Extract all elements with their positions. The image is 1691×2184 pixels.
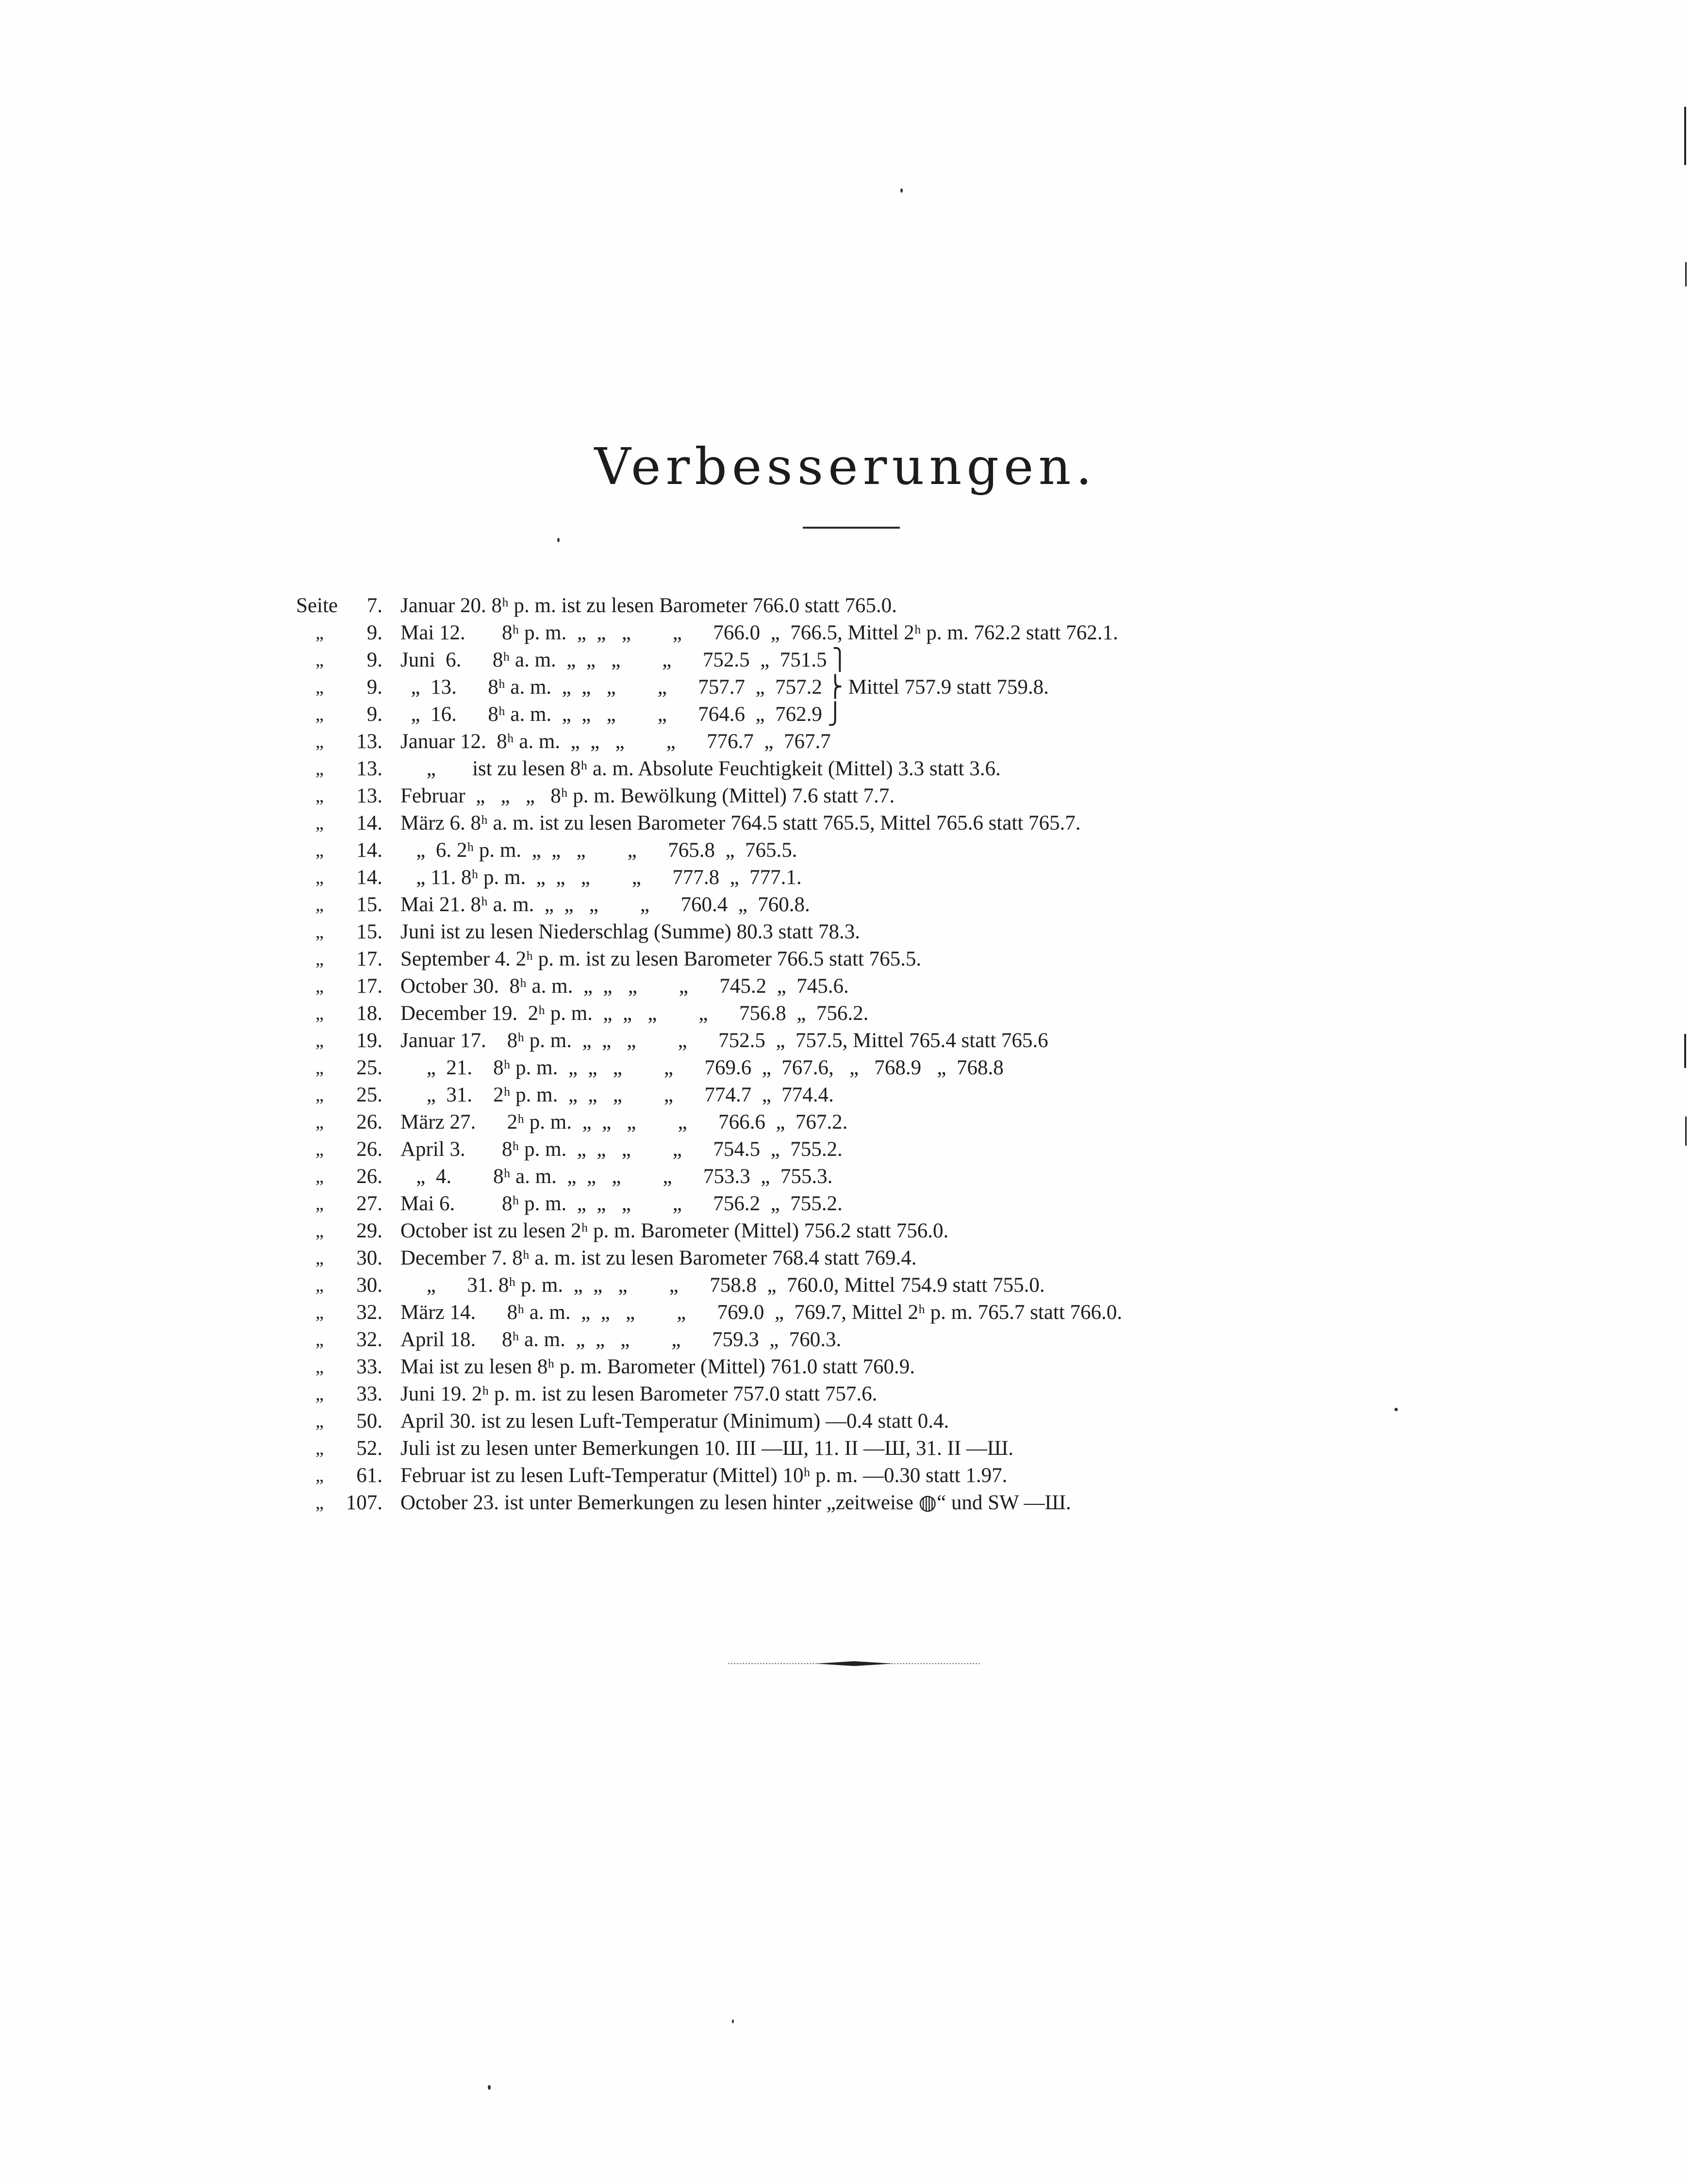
correction-row xyxy=(296,1353,1461,1381)
page-number: 25. xyxy=(356,1084,382,1106)
scan-edge-mark xyxy=(1685,1117,1687,1146)
ditto-mark: „ xyxy=(315,1384,324,1404)
page-number: 19. xyxy=(356,1029,382,1052)
correction-text: October 30. 8ʰ a. m. „ „ „ „ 745.2 „ 745.6. xyxy=(400,975,849,998)
correction-row xyxy=(296,1326,1461,1353)
ditto-mark: „ xyxy=(315,1139,324,1160)
correction-row xyxy=(296,1245,1461,1272)
page-number: 14. xyxy=(356,812,382,834)
correction-text: März 6. 8ʰ a. m. ist zu lesen Barometer 764.5 statt 765.5, Mittel 765.6 statt 765.7. xyxy=(400,812,1081,834)
correction-text: „ 4. 8ʰ a. m. „ „ „ „ 753.3 „ 755.3. xyxy=(400,1165,833,1188)
ditto-mark: „ xyxy=(315,1466,324,1486)
page-number: 14. xyxy=(356,839,382,862)
ditto-mark: „ xyxy=(315,732,324,752)
correction-text: März 27. 2ʰ p. m. „ „ „ „ 766.6 „ 767.2. xyxy=(400,1111,848,1134)
page-number: 15. xyxy=(356,920,382,943)
correction-text: September 4. 2ʰ p. m. ist zu lesen Barometer 766.5 statt 765.5. xyxy=(400,948,922,970)
correction-row xyxy=(296,1381,1461,1408)
page-number: 14. xyxy=(356,866,382,889)
correction-row xyxy=(296,810,1461,837)
page-number: 107. xyxy=(346,1491,382,1514)
correction-text: „ 21. 8ʰ p. m. „ „ „ „ 769.6 „ 767.6, „ 768.9 „ 768.8 xyxy=(400,1056,1004,1079)
correction-text: „ 16. 8ʰ a. m. „ „ „ „ 764.6 „ 762.9 ⎭ xyxy=(400,703,843,726)
correction-row xyxy=(296,1136,1461,1163)
ditto-mark: „ xyxy=(315,1357,324,1377)
correction-text: Januar 17. 8ʰ p. m. „ „ „ „ 752.5 „ 757.5, Mittel 765.4 statt 765.6 xyxy=(400,1029,1048,1052)
ditto-mark: „ xyxy=(315,759,324,779)
correction-text: „ 6. 2ʰ p. m. „ „ „ „ 765.8 „ 765.5. xyxy=(400,839,797,862)
ditto-mark: „ xyxy=(315,1411,324,1432)
page-number: 30. xyxy=(356,1247,382,1269)
correction-text: Mai ist zu lesen 8ʰ p. m. Barometer (Mittel) 761.0 statt 760.9. xyxy=(400,1355,915,1378)
page-number: 13. xyxy=(356,784,382,807)
correction-row xyxy=(296,946,1461,973)
scan-speck xyxy=(557,538,560,542)
page-number: 27. xyxy=(356,1192,382,1215)
page-number: 25. xyxy=(356,1056,382,1079)
correction-row xyxy=(296,1054,1461,1082)
correction-row xyxy=(296,592,1461,619)
ditto-mark: „ xyxy=(315,867,324,888)
page-number: 9. xyxy=(366,676,382,699)
ditto-mark: „ xyxy=(315,650,324,670)
correction-text: Januar 12. 8ʰ a. m. „ „ „ „ 776.7 „ 767.7 xyxy=(400,730,831,753)
correction-text: „ 11. 8ʰ p. m. „ „ „ „ 777.8 „ 777.1. xyxy=(400,866,802,889)
ditto-mark: „ xyxy=(315,677,324,698)
correction-text: Februar ist zu lesen Luft-Temperatur (Mittel) 10ʰ p. m. —0.30 statt 1.97. xyxy=(400,1464,1008,1487)
correction-text: Mai 6. 8ʰ p. m. „ „ „ „ 756.2 „ 755.2. xyxy=(400,1192,843,1215)
correction-text: Juni 19. 2ʰ p. m. ist zu lesen Barometer 757.0 statt 757.6. xyxy=(400,1383,878,1405)
ditto-mark: „ xyxy=(315,1112,324,1133)
ditto-mark: „ xyxy=(315,786,324,806)
ditto-mark: „ xyxy=(315,1031,324,1051)
correction-row xyxy=(296,1190,1461,1217)
correction-text: „ 31. 8ʰ p. m. „ „ „ „ 758.8 „ 760.0, Mittel 754.9 statt 755.0. xyxy=(400,1274,1045,1297)
page-number: 30. xyxy=(356,1274,382,1297)
correction-text: Mai 21. 8ʰ a. m. „ „ „ „ 760.4 „ 760.8. xyxy=(400,893,810,916)
correction-row xyxy=(296,1082,1461,1109)
page-number: 9. xyxy=(366,703,382,726)
ditto-mark: „ xyxy=(315,1330,324,1350)
ditto-mark: „ xyxy=(315,1167,324,1187)
ditto-mark: „ xyxy=(315,704,324,725)
end-ornament xyxy=(728,1660,980,1667)
correction-text: December 7. 8ʰ a. m. ist zu lesen Barometer 768.4 statt 769.4. xyxy=(400,1247,917,1269)
ditto-mark: „ xyxy=(315,949,324,969)
correction-text: Februar „ „ „ 8ʰ p. m. Bewölkung (Mittel) 7.6 statt 7.7. xyxy=(400,784,895,807)
page-number: 32. xyxy=(356,1301,382,1324)
scan-speck xyxy=(1394,1408,1398,1411)
page-number: 50. xyxy=(356,1410,382,1433)
page-title: Verbesserungen. xyxy=(594,437,1097,496)
ditto-mark: „ xyxy=(315,1058,324,1078)
correction-row xyxy=(296,1163,1461,1190)
page-number: 61. xyxy=(356,1464,382,1487)
page-number: 13. xyxy=(356,730,382,753)
correction-row xyxy=(296,891,1461,918)
correction-row xyxy=(296,647,1461,674)
correction-row xyxy=(296,783,1461,810)
correction-text: April 3. 8ʰ p. m. „ „ „ „ 754.5 „ 755.2. xyxy=(400,1138,843,1161)
page-number: 26. xyxy=(356,1138,382,1161)
corrections-list xyxy=(296,592,1461,1517)
page-number: 9. xyxy=(366,621,382,644)
ditto-mark: „ xyxy=(315,1003,324,1024)
correction-text: „ 31. 2ʰ p. m. „ „ „ „ 774.7 „ 774.4. xyxy=(400,1084,834,1106)
correction-text: October 23. ist unter Bemerkungen zu lesen hinter „zeitweise ◍“ und SW —Ш. xyxy=(400,1491,1071,1514)
page-number: 26. xyxy=(356,1165,382,1188)
correction-text: Juli ist zu lesen unter Bemerkungen 10. III —Ш, 11. II —Ш, 31. II —Ш. xyxy=(400,1437,1014,1460)
ditto-mark: „ xyxy=(315,1085,324,1105)
ditto-mark: „ xyxy=(315,895,324,915)
page-number: 17. xyxy=(356,948,382,970)
ditto-mark: „ xyxy=(315,1221,324,1241)
correction-row xyxy=(296,1109,1461,1136)
ditto-mark: „ xyxy=(315,1248,324,1268)
page-number: 52. xyxy=(356,1437,382,1460)
correction-text: Juni 6. 8ʰ a. m. „ „ „ „ 752.5 „ 751.5 ⎫ xyxy=(400,649,848,671)
page-number: 29. xyxy=(356,1219,382,1242)
ditto-mark: „ xyxy=(315,623,324,643)
ditto-mark: „ xyxy=(315,1438,324,1459)
correction-row xyxy=(296,1489,1461,1517)
page-number: 26. xyxy=(356,1111,382,1134)
scan-speck xyxy=(732,2019,734,2023)
correction-text: Januar 20. 8ʰ p. m. ist zu lesen Barometer 766.0 statt 765.0. xyxy=(400,594,897,617)
correction-row xyxy=(296,1000,1461,1027)
correction-row xyxy=(296,1462,1461,1489)
correction-text: April 18. 8ʰ a. m. „ „ „ „ 759.3 „ 760.3. xyxy=(400,1328,842,1351)
correction-text: October ist zu lesen 2ʰ p. m. Barometer (Mittel) 756.2 statt 756.0. xyxy=(400,1219,949,1242)
correction-text: December 19. 2ʰ p. m. „ „ „ „ 756.8 „ 756.2. xyxy=(400,1002,869,1025)
correction-row xyxy=(296,918,1461,946)
page-number: 13. xyxy=(356,757,382,780)
ditto-mark: „ xyxy=(315,840,324,861)
correction-row xyxy=(296,864,1461,891)
correction-row xyxy=(296,1299,1461,1326)
ditto-mark: „ xyxy=(315,1302,324,1323)
scan-speck xyxy=(488,2085,491,2090)
correction-row xyxy=(296,1272,1461,1299)
page-number: 18. xyxy=(356,1002,382,1025)
ditto-mark: „ xyxy=(315,922,324,942)
correction-row xyxy=(296,1435,1461,1462)
ditto-mark: „ xyxy=(315,976,324,997)
correction-row xyxy=(296,973,1461,1000)
correction-row xyxy=(296,728,1461,755)
scan-speck xyxy=(900,188,903,193)
correction-text: Juni ist zu lesen Niederschlag (Summe) 80.3 statt 78.3. xyxy=(400,920,861,943)
scan-edge-mark xyxy=(1684,107,1686,165)
page-number: 15. xyxy=(356,893,382,916)
page-number: 32. xyxy=(356,1328,382,1351)
page-number: 17. xyxy=(356,975,382,998)
correction-text: April 30. ist zu lesen Luft-Temperatur (Minimum) —0.4 statt 0.4. xyxy=(400,1410,949,1433)
ditto-mark: „ xyxy=(315,1275,324,1296)
ditto-mark: „ xyxy=(315,813,324,834)
page-number: 7. xyxy=(366,594,382,617)
ditto-mark: „ xyxy=(315,1194,324,1214)
correction-row xyxy=(296,1217,1461,1245)
title-rule xyxy=(803,527,900,529)
ditto-mark: „ xyxy=(315,1493,324,1513)
correction-text: „ ist zu lesen 8ʰ a. m. Absolute Feuchtigkeit (Mittel) 3.3 statt 3.6. xyxy=(400,757,1001,780)
correction-row xyxy=(296,755,1461,783)
scan-edge-mark xyxy=(1685,262,1687,286)
correction-row xyxy=(296,701,1461,728)
correction-row xyxy=(296,619,1461,647)
correction-row xyxy=(296,1027,1461,1054)
seite-label: Seite xyxy=(296,594,338,617)
scan-edge-mark xyxy=(1684,1034,1686,1068)
correction-row xyxy=(296,837,1461,864)
page-number: 33. xyxy=(356,1383,382,1405)
correction-text: Mai 12. 8ʰ p. m. „ „ „ „ 766.0 „ 766.5, Mittel 2ʰ p. m. 762.2 statt 762.1. xyxy=(400,621,1118,644)
correction-text: „ 13. 8ʰ a. m. „ „ „ „ 757.7 „ 757.2 ⎬ Mittel 757.9 statt 759.8. xyxy=(400,676,1049,699)
correction-row xyxy=(296,674,1461,701)
page-number: 9. xyxy=(366,649,382,671)
correction-text: März 14. 8ʰ a. m. „ „ „ „ 769.0 „ 769.7, Mittel 2ʰ p. m. 765.7 statt 766.0. xyxy=(400,1301,1123,1324)
correction-row xyxy=(296,1408,1461,1435)
page-number: 33. xyxy=(356,1355,382,1378)
